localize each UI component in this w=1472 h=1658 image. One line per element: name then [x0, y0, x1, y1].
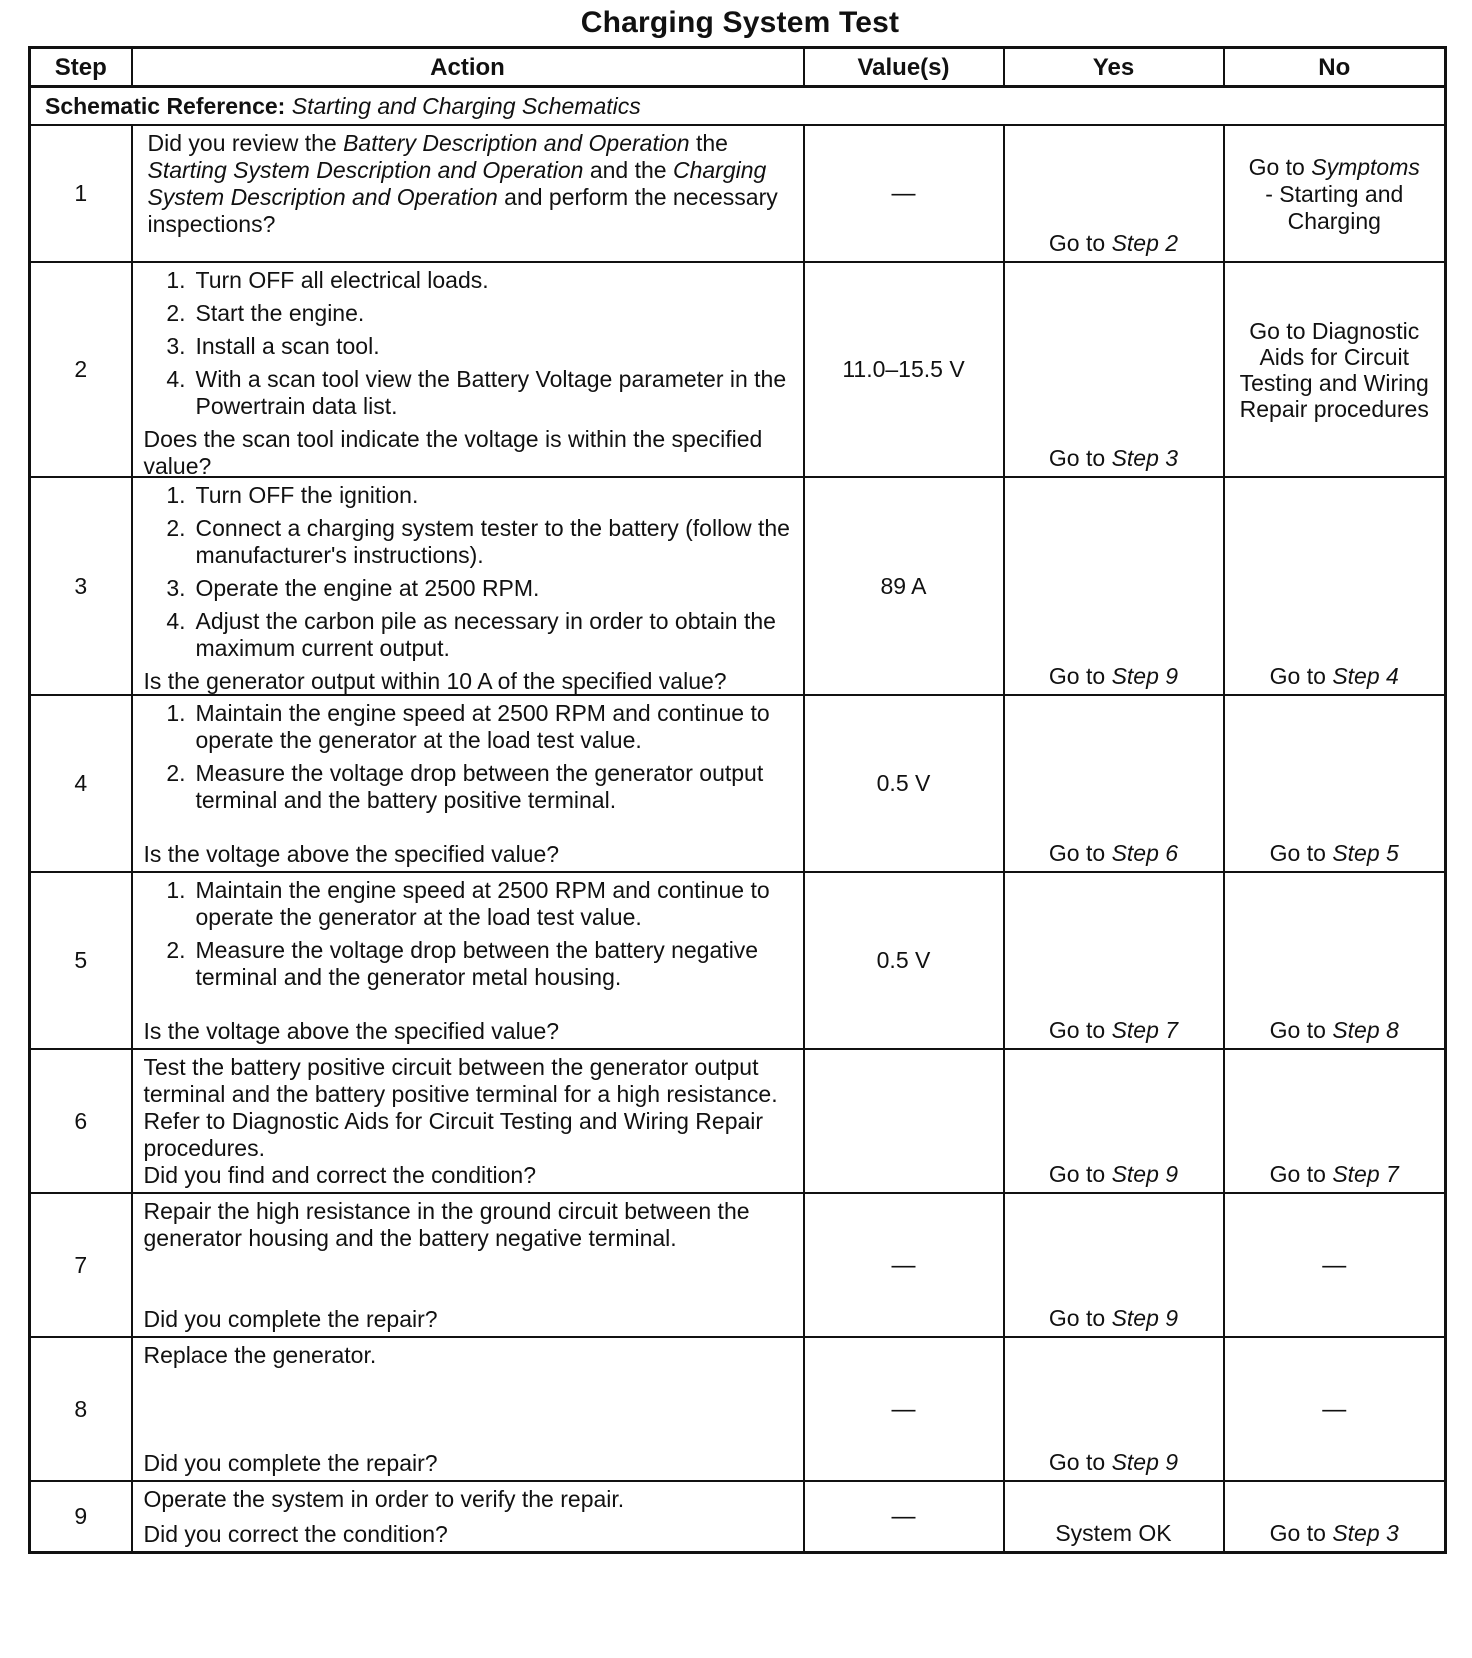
yes-cell[interactable]: Go to Step 7: [1004, 872, 1224, 1049]
header-no: No: [1224, 48, 1446, 87]
no-step-link[interactable]: Step 5: [1332, 840, 1399, 866]
action-text: Test the battery positive circuit between the generator output terminal and the battery positive terminal for a high resistance. Refer to Diagnostic Aids for Circuit Testing and Wiring Repair procedures.: [143, 1054, 778, 1161]
yes-step-link[interactable]: Step 3: [1111, 445, 1179, 471]
table-header-row: [30, 48, 1446, 87]
yes-cell: System OK: [1004, 1481, 1224, 1553]
table-row: [30, 1049, 1446, 1193]
step-number: 5: [30, 872, 132, 1049]
list-item: 1. Maintain the engine speed at 2500 RPM and continue to operate the generator at the load test value.: [166, 700, 770, 753]
header-yes: Yes: [1004, 48, 1224, 87]
battery-description-link[interactable]: Battery Description and Operation: [343, 130, 690, 156]
no-step-link[interactable]: Step 7: [1332, 1161, 1399, 1187]
header-action: Action: [132, 48, 804, 87]
value-cell: 89 A: [804, 477, 1004, 695]
action-cell: [132, 872, 804, 1049]
no-step-link[interactable]: Step 3: [1332, 1520, 1399, 1546]
list-item: 1. Maintain the engine speed at 2500 RPM and continue to operate the generator at the load test value.: [166, 877, 770, 930]
no-cell: —: [1224, 1193, 1446, 1337]
no-cell[interactable]: Go to Step 8: [1224, 872, 1446, 1049]
yes-cell[interactable]: Go to Step 9: [1004, 1337, 1224, 1481]
yes-step-link[interactable]: Step 7: [1111, 1017, 1179, 1043]
table-row: [30, 1481, 1446, 1553]
value-cell: 0.5 V: [804, 872, 1004, 1049]
table-row: [30, 1337, 1446, 1481]
yes-cell[interactable]: Go to Step 9: [1004, 477, 1224, 695]
step-number: 2: [30, 262, 132, 477]
table-row: [30, 477, 1446, 695]
action-question: Did you find and correct the condition?: [143, 1162, 537, 1188]
no-cell[interactable]: Go to Symptoms - Starting and Charging: [1224, 125, 1446, 262]
yes-step-link[interactable]: Step 2: [1111, 230, 1179, 256]
step-number: 8: [30, 1337, 132, 1481]
yes-cell[interactable]: Go to Step 9: [1004, 1049, 1224, 1193]
action-cell: [132, 477, 804, 695]
step-number: 9: [30, 1481, 132, 1553]
table-row: [30, 125, 1446, 262]
no-cell[interactable]: Go to Step 5: [1224, 695, 1446, 872]
schematic-reference-row: [30, 87, 1446, 126]
starting-system-link[interactable]: Starting System Description and Operation: [147, 157, 584, 183]
value-cell: —: [804, 1481, 1004, 1553]
step-number: 6: [30, 1049, 132, 1193]
header-step: Step: [30, 48, 132, 87]
step-number: 4: [30, 695, 132, 872]
no-step-link[interactable]: Step 8: [1332, 1017, 1399, 1043]
no-cell[interactable]: Go to Diagnostic Aids for Circuit Testing and Wiring Repair procedures: [1224, 262, 1446, 477]
value-cell: 11.0–15.5 V: [804, 262, 1004, 477]
value-cell: —: [804, 1337, 1004, 1481]
table-row: [30, 262, 1446, 477]
action-cell: [132, 262, 804, 477]
step-number: 1: [30, 125, 132, 262]
yes-step-link[interactable]: Step 9: [1111, 663, 1179, 689]
action-cell: [132, 1337, 804, 1481]
action-cell: [132, 1049, 804, 1193]
list-item: 4. With a scan tool view the Battery Voltage parameter in the Powertrain data list.: [166, 366, 787, 419]
no-cell[interactable]: Go to Step 4: [1224, 477, 1446, 695]
symptoms-link[interactable]: Symptoms: [1311, 154, 1420, 180]
action-question: Did you complete the repair?: [143, 1306, 438, 1332]
list-item: 2. Measure the voltage drop between the battery negative terminal and the generator metal housing.: [166, 937, 759, 990]
action-cell: [132, 125, 804, 262]
table-row: [30, 695, 1446, 872]
action-question: Is the generator output within 10 A of the specified value?: [143, 668, 727, 694]
value-cell: —: [804, 125, 1004, 262]
no-cell[interactable]: Go to Step 7: [1224, 1049, 1446, 1193]
action-question: Does the scan tool indicate the voltage is within the specified value?: [143, 426, 763, 479]
action-text: Did you review the Battery Description and Operation the Starting System Description and Operation and the Charging System Description and Operation and perform the necessary inspections?: [147, 130, 778, 237]
schematic-label: Schematic Reference:: [45, 92, 286, 119]
yes-cell[interactable]: Go to Step 9: [1004, 1193, 1224, 1337]
action-question: Is the voltage above the specified value?: [143, 841, 560, 867]
action-question: Is the voltage above the specified value?: [143, 1018, 560, 1044]
list-item: 2. Start the engine.: [166, 300, 365, 326]
action-text: Replace the generator.: [143, 1342, 377, 1368]
yes-step-link[interactable]: Step 9: [1111, 1305, 1179, 1331]
action-text: Operate the system in order to verify the repair.: [143, 1486, 625, 1512]
table-row: [30, 872, 1446, 1049]
table-row: [30, 1193, 1446, 1337]
list-item: 1. Turn OFF the ignition.: [166, 482, 419, 508]
step-number: 3: [30, 477, 132, 695]
action-cell: [132, 695, 804, 872]
no-cell: —: [1224, 1337, 1446, 1481]
list-item: 2. Measure the voltage drop between the generator output terminal and the battery positive terminal.: [166, 760, 764, 813]
list-item: 1. Turn OFF all electrical loads.: [166, 267, 489, 293]
yes-step-link[interactable]: Step 9: [1111, 1161, 1179, 1187]
action-text: Repair the high resistance in the ground circuit between the generator housing and the battery negative terminal.: [143, 1198, 750, 1251]
yes-cell[interactable]: Go to Step 3: [1004, 262, 1224, 477]
list-item: 3. Operate the engine at 2500 RPM.: [166, 575, 540, 601]
yes-step-link[interactable]: Step 6: [1111, 840, 1179, 866]
action-cell: [132, 1481, 804, 1553]
action-question: Did you complete the repair?: [143, 1450, 438, 1476]
action-cell: [132, 1193, 804, 1337]
list-item: 2. Connect a charging system tester to the battery (follow the manufacturer's instructions).: [166, 515, 790, 568]
list-item: 3. Install a scan tool.: [166, 333, 380, 359]
header-values: Value(s): [804, 48, 1004, 87]
yes-cell[interactable]: Go to Step 2: [1004, 125, 1224, 262]
charging-system-test-table: [28, 46, 1447, 1554]
step-number: 7: [30, 1193, 132, 1337]
schematic-reference: [30, 87, 1446, 126]
list-item: 4. Adjust the carbon pile as necessary in order to obtain the maximum current output.: [166, 608, 776, 661]
page-title: Charging System Test: [580, 6, 900, 39]
no-cell[interactable]: Go to Step 3: [1224, 1481, 1446, 1553]
schematic-link[interactable]: Starting and Charging Schematics: [291, 92, 641, 119]
value-cell: [804, 1049, 1004, 1193]
no-step-link[interactable]: Step 4: [1332, 663, 1399, 689]
action-question: Did you correct the condition?: [143, 1521, 448, 1547]
charging-system-link[interactable]: Charging System Description and Operation: [147, 157, 767, 210]
yes-step-link[interactable]: Step 9: [1111, 1449, 1179, 1475]
value-cell: 0.5 V: [804, 695, 1004, 872]
value-cell: —: [804, 1193, 1004, 1337]
yes-cell[interactable]: Go to Step 6: [1004, 695, 1224, 872]
